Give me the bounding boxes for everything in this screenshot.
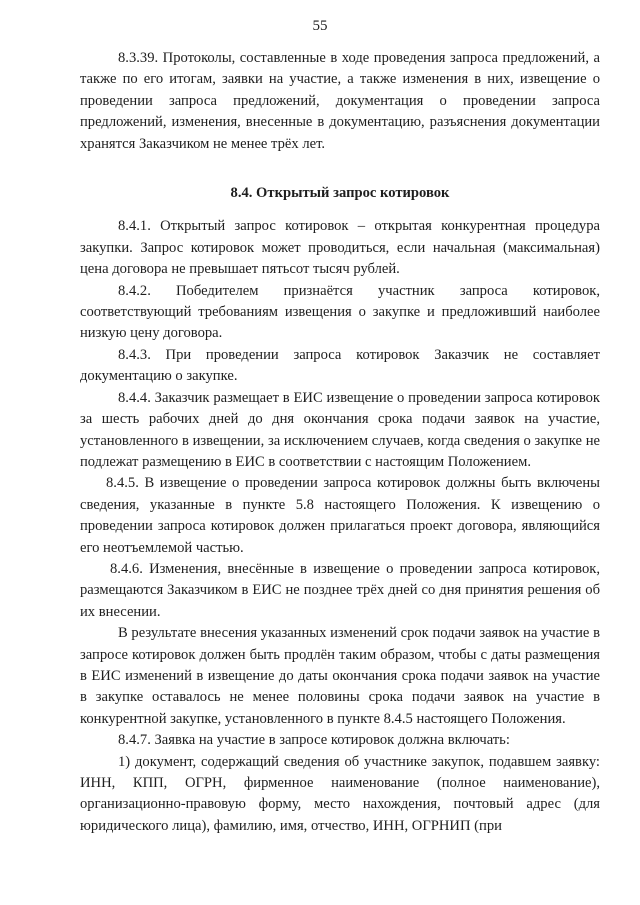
paragraph-8-4-1: 8.4.1. Открытый запрос котировок – открытая конкурентная процедура закупки. Запрос котировок может проводиться, если начальная (максимальная) цена договора не превышает пятьсот тысяч рублей.: [80, 218, 600, 278]
paragraph-8-4-7-item-1: 1) документ, содержащий сведения об участнике закупок, подавшем заявку: ИНН, КПП, ОГРН, фирменное наименование (полное наименование), организационно-правовую форму, место нахождения, почтовый адрес (для юридического лица), фамилию, имя, отчество, ИНН, ОГРНИП (при: [80, 753, 600, 834]
page-number: 55: [312, 18, 328, 34]
section-heading-8-4: 8.4. Открытый запрос котировок: [230, 185, 450, 202]
paragraph-8-4-7: 8.4.7. Заявка на участие в запросе котировок должна включать:: [118, 732, 510, 749]
paragraph-8-4-5: 8.4.5. В извещение о проведении запроса котировок должны быть включены сведения, указанные в пункте 5.8 настоящего Положения. К извещению о проведении запроса котировок должен прилагаться проект договора, являющийся его неотъемлемой частью.: [80, 475, 600, 556]
paragraph-8-4-4: 8.4.4. Заказчик размещает в ЕИС извещение о проведении запроса котировок за шесть рабочих дней до дня окончания срока подачи заявок на участие, установленного в извещении, за исключением случаев, когда сведения о закупке не подлежат размещению в ЕИС в соответствии с настоящим Положением.: [80, 389, 600, 470]
paragraph-8-4-6: 8.4.6. Изменения, внесённые в извещение о проведении запроса котировок, размещаются Заказчиком в ЕИС не позднее трёх дней со дня принятия решения об их внесении.: [80, 560, 600, 620]
paragraph-8-4-2: 8.4.2. Победителем признаётся участник запроса котировок, соответствующий требованиям извещения о закупке и предложивший наиболее низкую цену договора.: [80, 282, 600, 342]
paragraph-8-4-3: 8.4.3. При проведении запроса котировок Заказчик не составляет документацию о закупке.: [80, 346, 600, 385]
paragraph-8-4-6-continued: В результате внесения указанных изменений срок подачи заявок на участие в запросе котировок должен быть продлён таким образом, чтобы с даты размещения в ЕИС изменений в извещение до даты окончания срока подачи заявок на участие в закупке оставалось не менее половины срока подачи заявок на участие в конкурентной закупке, установленного в пункте 8.4.5 настоящего Положения.: [80, 625, 600, 727]
document-body: [80, 48, 600, 837]
paragraph-8-3-39: 8.3.39. Протоколы, составленные в ходе проведения запроса предложений, а также по его итогам, заявки на участие, а также изменения в них, извещение о проведении запроса предложений, документация о проведении запроса предложений, изменения, внесенные в документацию, разъяснения документации хранятся Заказчиком не менее трёх лет.: [80, 50, 600, 152]
